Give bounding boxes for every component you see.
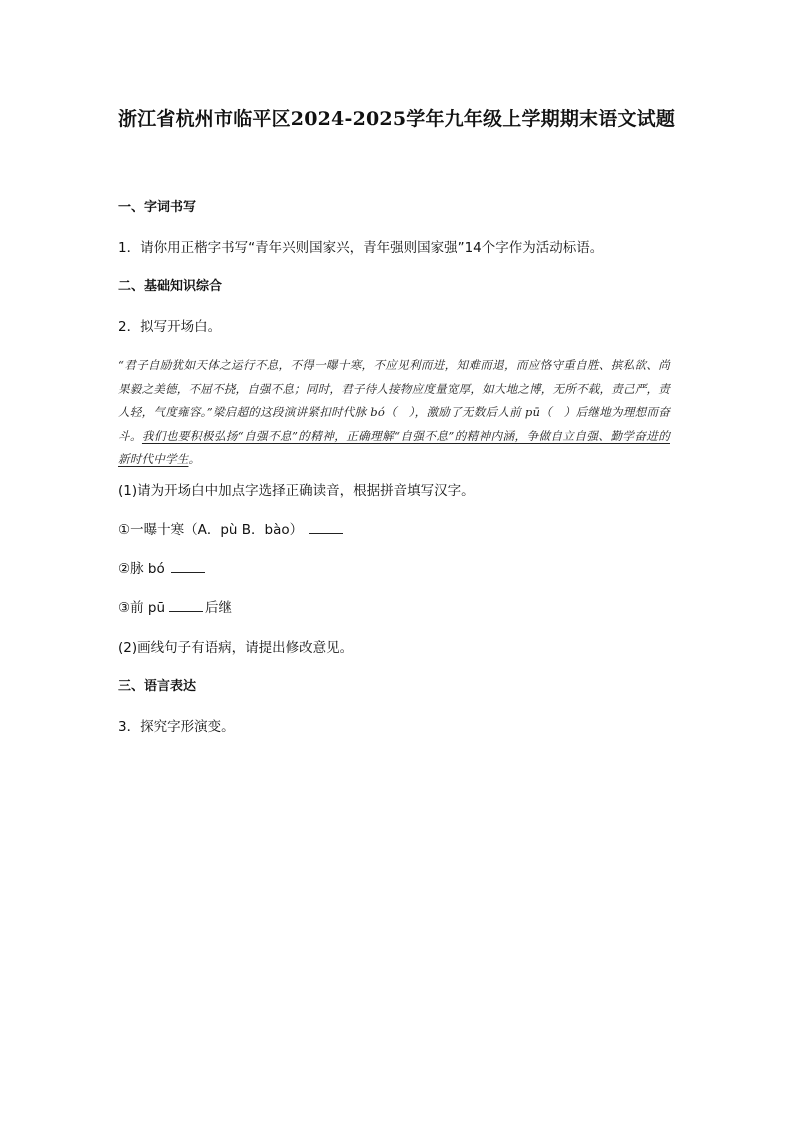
- sub-question-2: (2)画线句子有语病，请提出修改意见。: [118, 640, 354, 656]
- question-3: 3．探究字形演变。: [118, 719, 235, 735]
- underlined-sentence: 我们也要积极弘扬“自强不息”的精神，正确理解“自强不息”的精神内涵，争做自立自强、勤学奋进的新时代中学生: [118, 428, 670, 467]
- question-1: 1．请你用正楷字书写“青年兴则国家兴，青年强则国家强”14个字作为活动标语。: [118, 240, 604, 256]
- sub-item-2: [118, 559, 205, 579]
- sub-item-1-text: ①一曝十寒（A．pù B．bào）: [118, 522, 304, 538]
- sub-item-3-pre: ③前 pū: [118, 600, 166, 616]
- passage-end: 。: [188, 452, 201, 467]
- sub-item-2-text: ②脉 bó: [118, 561, 165, 577]
- section-heading-2: 二、基础知识综合: [118, 279, 223, 294]
- quoted-passage: [118, 354, 670, 472]
- section-heading-3: 三、语言表达: [118, 679, 197, 694]
- question-2: 2．拟写开场白。: [118, 319, 222, 335]
- sub-item-3: [118, 598, 232, 618]
- answer-blank-3[interactable]: [169, 599, 203, 612]
- sub-question-1: (1)请为开场白中加点字选择正确读音，根据拼音填写汉字。: [118, 483, 475, 499]
- section-heading-1: 一、字词书写: [118, 200, 197, 215]
- passage-text: “君子自励犹如天体之运行不息，不得一曝十寒，不应见利而进，知难而退，而应恪守重自胜、摈私欲、尚果毅之美德，不屈不挠，自强不息；同时，君子待人接物应度量宽厚，如大地之博，无所不载，责己严，责人轻，气度雍容。”梁启超的这段演讲紧扣时代脉 bó（ ），激励了无数后人前 pū（ ）后继地为理想而奋斗。: [118, 358, 670, 443]
- answer-blank-2[interactable]: [171, 560, 205, 573]
- sub-item-3-post: 后继: [205, 600, 233, 616]
- answer-blank-1[interactable]: [309, 521, 343, 534]
- sub-item-1: [118, 520, 343, 540]
- document-title: 浙江省杭州市临平区2024-2025学年九年级上学期期末语文试题: [118, 108, 676, 130]
